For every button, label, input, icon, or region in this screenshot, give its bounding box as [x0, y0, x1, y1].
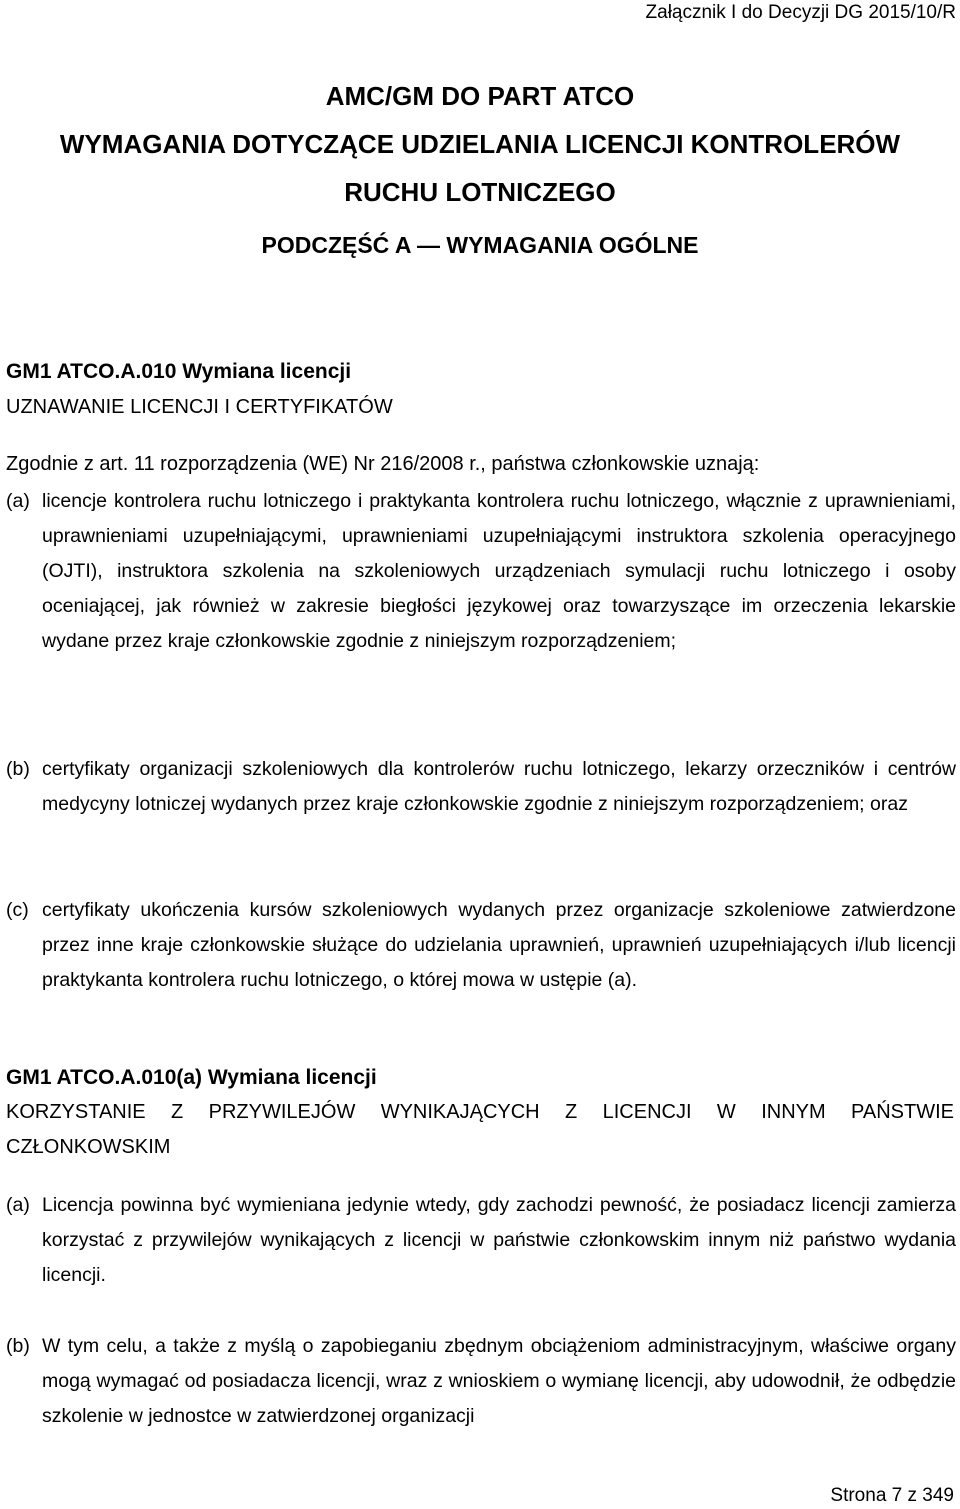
- page-number: Strona 7 z 349: [830, 1485, 954, 1506]
- title-line-1: AMC/GM DO PART ATCO: [325, 81, 635, 111]
- document-reference: Załącznik I do Decyzji DG 2015/10/R: [645, 2, 956, 23]
- section-2-title: GM1 ATCO.A.010(a) Wymiana licencji: [6, 1066, 377, 1089]
- document-title: [0, 72, 960, 216]
- item-marker: (c): [6, 899, 29, 921]
- item-text: certyfikaty organizacji szkoleniowych dla kontrolerów ruchu lotniczego, lekarzy orzeczników i centrów medycyny lotniczej wydanych przez kraje członkowskie zgodnie z niniejszym rozporządzeniem; oraz: [42, 758, 956, 815]
- item-text: W tym celu, a także z myślą o zapobieganiu zbędnym obciążeniom administracyjnym, właściwe organy mogą wymagać od posiadacza licencji, wraz z wnioskiem o wymianę licencji, aby udowodnił, że odbędzie szkolenie w jednostce w zatwierdzonej organizacji: [42, 1335, 956, 1427]
- item-text: Licencja powinna być wymieniana jedynie wtedy, gdy zachodzi pewność, że posiadacz licencji zamierza korzystać z przywilejów wynikających z licencji w państwie członkowskim innym niż państwo wydania licencji.: [42, 1194, 956, 1286]
- section-1-item-a: [6, 484, 956, 659]
- part-heading: PODCZĘŚĆ A — WYMAGANIA OGÓLNE: [261, 232, 699, 258]
- item-marker: (b): [6, 1335, 30, 1357]
- item-marker: (a): [6, 490, 30, 512]
- section-1-title: GM1 ATCO.A.010 Wymiana licencji: [6, 360, 352, 383]
- item-marker: (b): [6, 758, 30, 780]
- section-1-item-b: [6, 752, 956, 822]
- section-1-subheading: UZNAWANIE LICENCJI I CERTYFIKATÓW: [6, 396, 393, 418]
- title-line-3: RUCHU LOTNICZEGO: [344, 177, 616, 207]
- section-1-intro: Zgodnie z art. 11 rozporządzenia (WE) Nr 216/2008 r., państwa członkowskie uznają:: [6, 453, 760, 475]
- item-text: certyfikaty ukończenia kursów szkoleniowych wydanych przez organizacje szkoleniowe zatwierdzone przez inne kraje członkowskie służące do udzielania uprawnień, uprawnień uzupełniających i/lub licencji praktykanta kontrolera ruchu lotniczego, o której mowa w ustępie (a).: [42, 899, 956, 991]
- section-2-subheading: KORZYSTANIE Z PRZYWILEJÓW WYNIKAJĄCYCH Z LICENCJI W INNYM PAŃSTWIE CZŁONKOWSKIM: [6, 1101, 954, 1158]
- title-line-2: WYMAGANIA DOTYCZĄCE UDZIELANIA LICENCJI KONTROLERÓW: [59, 129, 901, 159]
- section-2-item-b: [6, 1329, 956, 1434]
- item-marker: (a): [6, 1194, 30, 1216]
- section-1-item-c: [6, 893, 956, 998]
- section-2-item-a: [6, 1188, 956, 1293]
- item-text: licencje kontrolera ruchu lotniczego i praktykanta kontrolera ruchu lotniczego, włącznie z uprawnieniami, uprawnieniami uzupełniającymi, uprawnieniami uzupełniającymi instruktora szkolenia operacyjnego (OJTI), instruktora szkolenia na szkoleniowych urządzeniach symulacji ruchu lotniczego i osoby oceniającej, jak również w zakresie biegłości językowej oraz towarzyszące im orzeczenia lekarskie wydane przez kraje członkowskie zgodnie z niniejszym rozporządzeniem;: [42, 490, 956, 652]
